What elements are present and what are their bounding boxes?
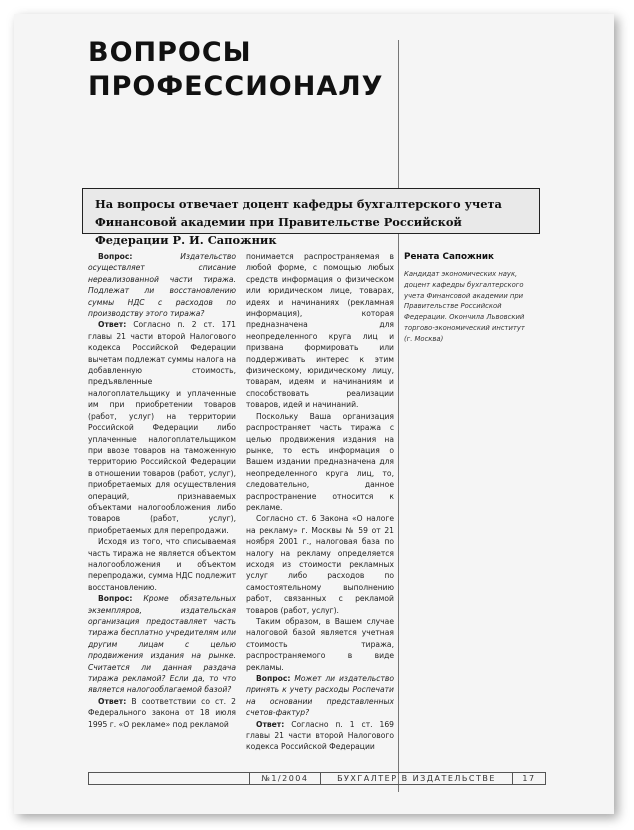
answer-2-paragraph-3: Согласно ст. 6 Закона «О налоге на рекламу» г. Москвы № 59 от 21 ноября 2001 г., налоговая база по налогу на рекламу определяется исходя из стоимости рекламных услуг либо расходов по самостоятельному выполнению работ, связанных с рекламой товаров (работ, услуг). bbox=[246, 514, 394, 615]
page-footer bbox=[88, 772, 546, 785]
question-2 bbox=[88, 593, 236, 696]
answer-2-paragraph-2: Поскольку Ваша организация распространяет часть тиража с целью продвижения издания на рынке, то есть информация о Вашем издании предназначена для неопределенного круга лиц, то, следовательно, данное распространение относится к рекламе. bbox=[246, 411, 394, 512]
magazine-page bbox=[14, 14, 614, 814]
magazine-name: БУХГАЛТЕР В ИЗДАТЕЛЬСТВЕ bbox=[321, 773, 513, 784]
page-title bbox=[88, 36, 388, 104]
answer-text: Согласно п. 2 ст. 171 главы 21 части второй Налогового кодекса Российской Федерации вычетам подлежат суммы налога на добавленную стоимость, предъявленные налогоплательщику и уплаченные им при приобретении товаров (работ, услуг) на территории Российской Федерации либо уплаченные налогоплательщиком при ввозе товаров на таможенную территорию Российской Федерации в отношении товаров (работ, услуг), приобретаемых для осуществления операций, признаваемых объектами налогообложения либо товаров (работ, услуг), приобретаемых для перепродажи. bbox=[88, 320, 236, 535]
answer-label: Ответ: bbox=[256, 719, 285, 729]
answer-label: Ответ: bbox=[98, 320, 127, 330]
question-3 bbox=[246, 673, 394, 719]
issue-number: №1/2004 bbox=[250, 773, 321, 784]
answer-2-continued: понимается распространяемая в любой форме, с помощью любых средств информация о физическом или юридическом лице, товарах, идеях и начинаниях (рекламная информация), которая предназначена для неопределенного круга лиц и призвана формировать или поддерживать интерес к этим физическому, юридическому лицу, товарам, идеям и начинаниям и способствовать реализации товаров, идей и начинаний. bbox=[246, 252, 394, 410]
author-name: Рената Сапожник bbox=[404, 252, 495, 262]
column-divider bbox=[398, 40, 399, 792]
question-1 bbox=[88, 251, 236, 319]
question-text: Кроме обязательных экземпляров, издательская организация предоставляет часть тиража бесплатно учредителям или другим лицам с целью продвижения издания на рынке. Считается ли данная раздача тиража рекламой? Если да, то что является налогооблагаемой базой? bbox=[88, 594, 236, 695]
question-label: Вопрос: bbox=[98, 594, 133, 604]
page-number: 17 bbox=[522, 774, 536, 783]
answer-1-paragraph-2: Исходя из того, что списываемая часть тиража не является объектом налогообложения и объектом перепродажи, сумма НДС подлежит восстановлению. bbox=[88, 537, 236, 592]
title-line-1: ВОПРОСЫ bbox=[88, 37, 252, 68]
question-text: Может ли издательство принять к учету расходы Роспечати на основании представленных счетов-фактур? bbox=[246, 674, 394, 718]
author-sidebar bbox=[404, 251, 544, 345]
answer-label: Ответ: bbox=[98, 696, 127, 706]
answer-1 bbox=[88, 319, 236, 536]
question-label: Вопрос: bbox=[98, 252, 133, 261]
answer-2-paragraph-4: Таким образом, в Вашем случае налоговой базой является учетная стоимость тиража, распространяемого в виде рекламы. bbox=[246, 617, 394, 672]
question-label: Вопрос: bbox=[256, 674, 291, 684]
answer-text: В соответствии со ст. 2 Федерального закона от 18 июля 1995 г. «О рекламе» под рекламой bbox=[88, 696, 236, 729]
lead-box: На вопросы отвечает доцент кафедры бухгалтерского учета Финансовой академии при Правительстве Российской Федерации Р. И. Сапожник bbox=[82, 188, 540, 234]
author-bio: Кандидат экономических наук, доцент кафедры бухгалтерского учета Финансовой академии при Правительстве Российской Федерации. Окончила Львовский торгово-экономический институт bbox=[404, 270, 525, 332]
title-line-2: ПРОФЕССИОНАЛУ bbox=[88, 71, 384, 102]
answer-2 bbox=[88, 696, 236, 730]
author-city: (г. Москва) bbox=[404, 334, 444, 343]
answer-text: Согласно п. 1 ст. 169 главы 21 части второй Налогового кодекса Российской Федерации bbox=[246, 719, 394, 752]
footer-spacer bbox=[89, 773, 250, 784]
question-text: Издательство осуществляет списание нереализованной части тиража. Подлежат ли восстановлению суммы НДС с расходов по производству этого тиража? bbox=[88, 252, 236, 319]
article-column-1 bbox=[88, 251, 236, 763]
answer-3 bbox=[246, 719, 394, 753]
article-column-2 bbox=[246, 251, 394, 763]
